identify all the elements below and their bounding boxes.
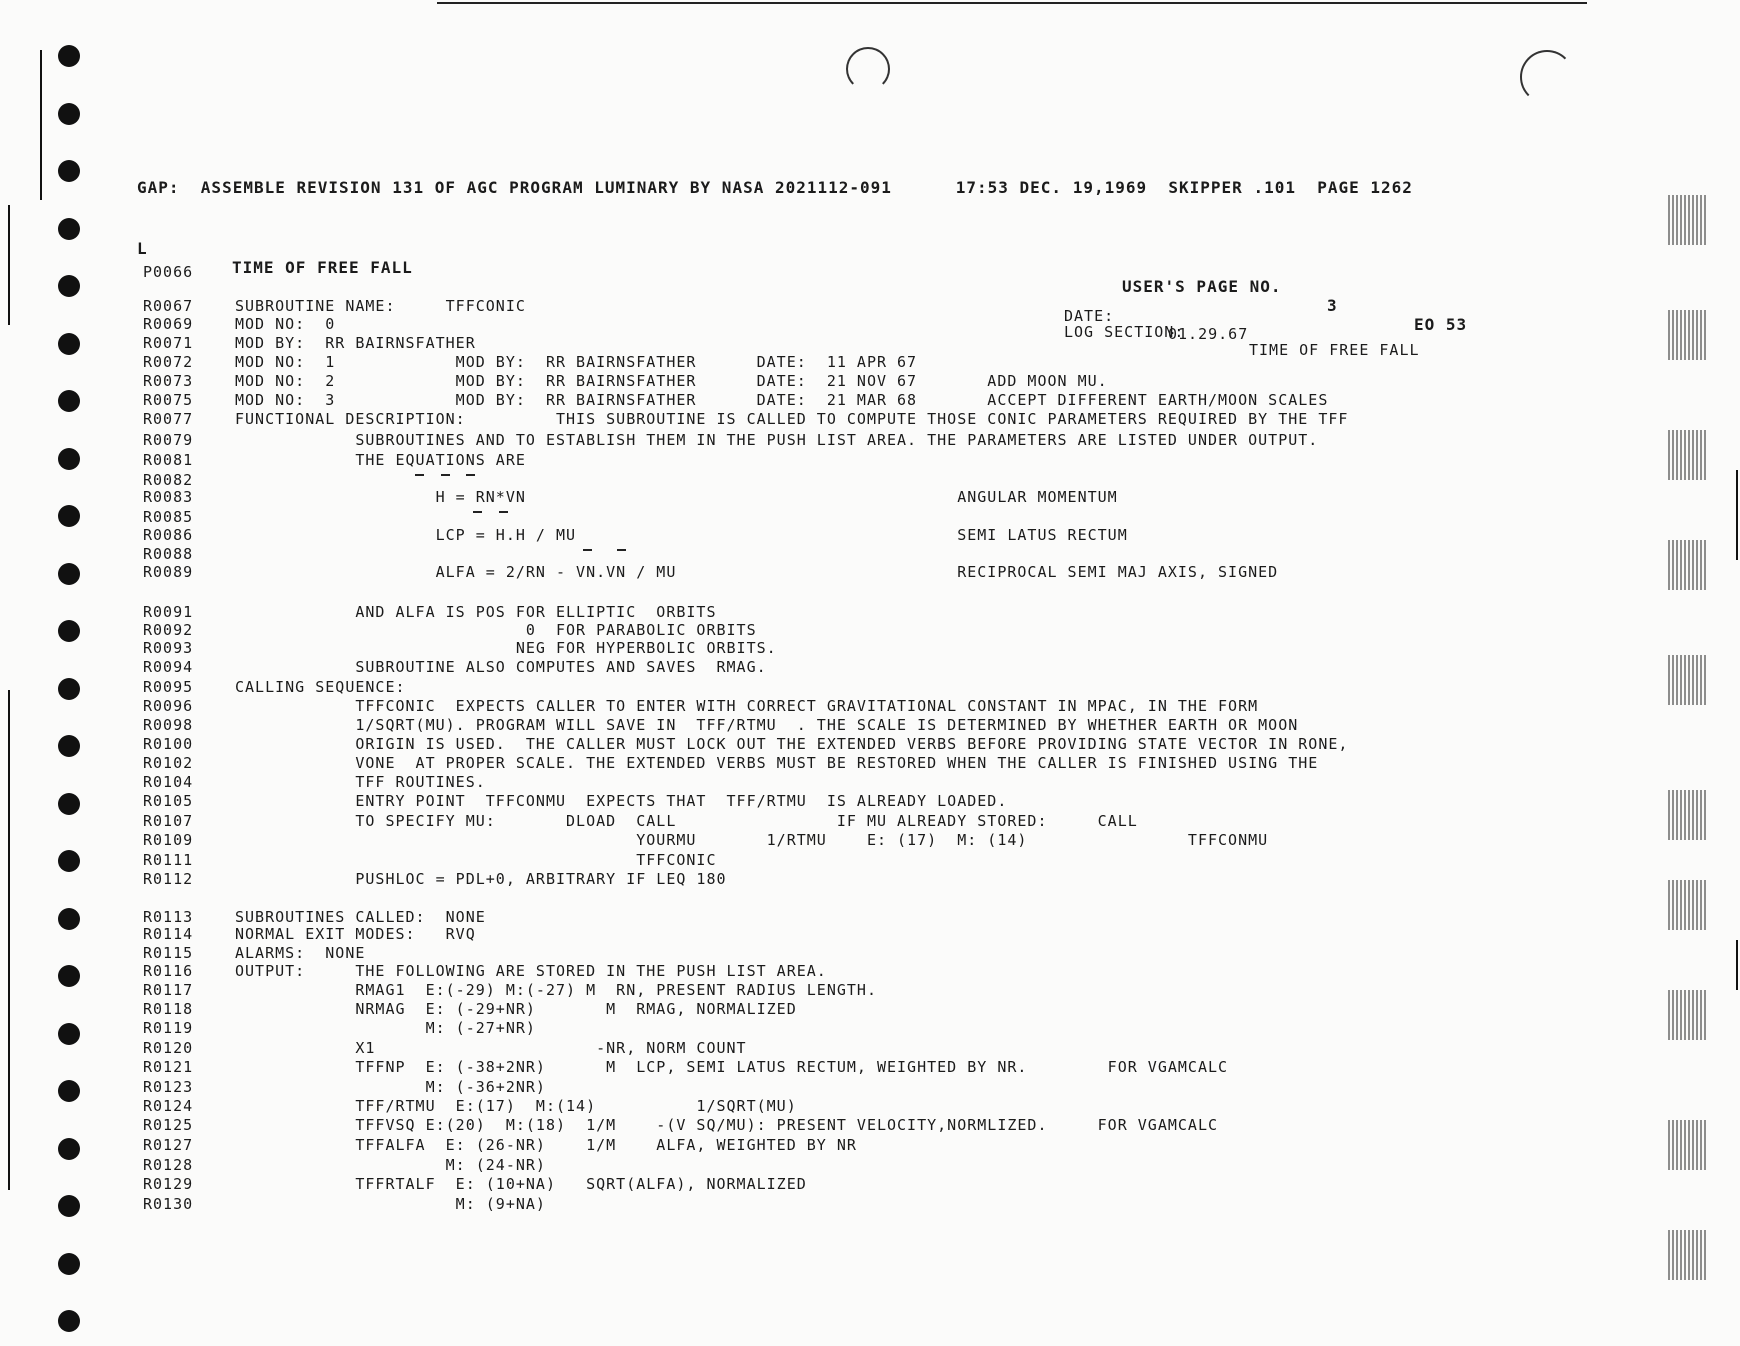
line-content: YOURMU 1/RTMU E: (17) M: (14) TFFCONMU	[235, 831, 1269, 849]
line-number: R0124	[143, 1097, 194, 1115]
line-number: R0130	[143, 1195, 194, 1213]
line-content: NEG FOR HYPERBOLIC ORBITS.	[235, 639, 777, 657]
line-number: R0089	[143, 563, 194, 581]
line-number: R0072	[143, 353, 194, 371]
line-content: TFFCONIC EXPECTS CALLER TO ENTER WITH CORRECT GRAVITATIONAL CONSTANT IN MPAC, IN THE FORM	[235, 697, 1259, 715]
line-number: R0129	[143, 1175, 194, 1193]
line-content: 0 FOR PARABOLIC ORBITS	[235, 621, 757, 639]
tractor-hole	[58, 333, 80, 355]
line-number: R0105	[143, 792, 194, 810]
tractor-hole	[58, 850, 80, 872]
line-number: R0112	[143, 870, 194, 888]
user-page-label: USER'S PAGE NO.	[1122, 277, 1282, 296]
top-rule	[437, 2, 1587, 4]
edge-artifact	[1668, 880, 1708, 930]
edge-artifact	[1668, 540, 1708, 590]
line-content: TFFCONIC	[235, 851, 717, 869]
tractor-hole	[58, 793, 80, 815]
section-title: TIME OF FREE FALL	[232, 258, 413, 277]
line-content: ORIGIN IS USED. THE CALLER MUST LOCK OUT THE EXTENDED VERBS BEFORE PROVIDING STATE VECTOR IN RONE,	[235, 735, 1349, 753]
tractor-hole	[58, 448, 80, 470]
line-content: M: (-27+NR)	[235, 1019, 536, 1037]
tractor-hole	[58, 1138, 80, 1160]
line-number: R0102	[143, 754, 194, 772]
line-number: R0118	[143, 1000, 194, 1018]
line-content: THE EQUATIONS ARE	[235, 451, 526, 469]
line-number: P0066	[143, 263, 194, 281]
tractor-hole	[58, 908, 80, 930]
line-content: MOD BY: RR BAIRNSFATHER	[235, 334, 476, 352]
tractor-hole	[58, 735, 80, 757]
line-content: NORMAL EXIT MODES: RVQ	[235, 925, 476, 943]
edge-artifact	[1668, 990, 1708, 1040]
tractor-hole	[58, 1310, 80, 1332]
tractor-hole	[58, 160, 80, 182]
line-content: OUTPUT: THE FOLLOWING ARE STORED IN THE PUSH LIST AREA.	[235, 962, 827, 980]
tractor-hole	[58, 1023, 80, 1045]
line-number: R0093	[143, 639, 194, 657]
line-number: R0083	[143, 488, 194, 506]
tractor-hole	[58, 1080, 80, 1102]
line-number: R0127	[143, 1136, 194, 1154]
line-content: H = RN*VN ANGULAR MOMENTUM	[235, 488, 1118, 506]
vector-overbar	[466, 474, 475, 476]
line-number: R0077	[143, 410, 194, 428]
line-number: R0123	[143, 1078, 194, 1096]
tractor-hole	[58, 1195, 80, 1217]
line-number: R0095	[143, 678, 194, 696]
log-marker: L	[137, 239, 148, 258]
line-number: R0111	[143, 851, 194, 869]
line-number: R0107	[143, 812, 194, 830]
line-number: R0092	[143, 621, 194, 639]
line-number: R0085	[143, 508, 194, 526]
line-number: R0067	[143, 297, 194, 315]
line-content: SUBROUTINE ALSO COMPUTES AND SAVES RMAG.	[235, 658, 767, 676]
line-number: R0096	[143, 697, 194, 715]
line-number: R0120	[143, 1039, 194, 1057]
line-content: M: (9+NA)	[235, 1195, 546, 1213]
line-content: NRMAG E: (-29+NR) M RMAG, NORMALIZED	[235, 1000, 797, 1018]
line-number: R0081	[143, 451, 194, 469]
date-value: 01.29.67	[1168, 325, 1249, 343]
edge-artifact	[1668, 1120, 1708, 1170]
line-number: R0114	[143, 925, 194, 943]
line-number: R0113	[143, 908, 194, 926]
page-subheader	[137, 220, 1477, 334]
line-content: TO SPECIFY MU: DLOAD CALL IF MU ALREADY STORED: CALL	[235, 812, 1138, 830]
line-number: R0094	[143, 658, 194, 676]
vector-overbar	[499, 511, 508, 513]
line-content: AND ALFA IS POS FOR ELLIPTIC ORBITS	[235, 603, 717, 621]
line-content: RMAG1 E:(-29) M:(-27) M RN, PRESENT RADIUS LENGTH.	[235, 981, 877, 999]
log-section-value: TIME OF FREE FALL	[1249, 341, 1420, 359]
line-content: SUBROUTINES AND TO ESTABLISH THEM IN THE PUSH LIST AREA. THE PARAMETERS ARE LISTED UNDER OUTPUT.	[235, 431, 1319, 449]
punch-arc-mark	[846, 47, 890, 91]
tractor-hole	[58, 275, 80, 297]
line-number: R0128	[143, 1156, 194, 1174]
line-number: R0091	[143, 603, 194, 621]
line-content: LCP = H.H / MU SEMI LATUS RECTUM	[235, 526, 1128, 544]
line-number: R0115	[143, 944, 194, 962]
line-content: CALLING SEQUENCE:	[235, 678, 406, 696]
edge-artifact	[1668, 195, 1708, 245]
line-content: ALARMS: NONE	[235, 944, 366, 962]
line-number: R0116	[143, 962, 194, 980]
edge-artifact	[1668, 655, 1708, 705]
date-label: DATE:	[1064, 307, 1115, 325]
margin-line	[8, 205, 10, 325]
vector-overbar	[441, 474, 450, 476]
line-content: MOD NO: 2 MOD BY: RR BAIRNSFATHER DATE: 21 NOV 67 ADD MOON MU.	[235, 372, 1108, 390]
line-content: TFF ROUTINES.	[235, 773, 486, 791]
line-number: R0073	[143, 372, 194, 390]
line-content: X1 -NR, NORM COUNT	[235, 1039, 747, 1057]
edge-artifact	[1668, 790, 1708, 840]
line-content: ENTRY POINT TFFCONMU EXPECTS THAT TFF/RTMU IS ALREADY LOADED.	[235, 792, 1008, 810]
tractor-hole	[58, 505, 80, 527]
line-content: ALFA = 2/RN - VN.VN / MU RECIPROCAL SEMI MAJ AXIS, SIGNED	[235, 563, 1279, 581]
line-content: PUSHLOC = PDL+0, ARBITRARY IF LEQ 180	[235, 870, 727, 888]
line-content: M: (24-NR)	[235, 1156, 546, 1174]
edge-artifact	[1668, 430, 1708, 480]
tractor-hole	[58, 45, 80, 67]
line-content: TFFALFA E: (26-NR) 1/M ALFA, WEIGHTED BY NR	[235, 1136, 857, 1154]
line-number: R0121	[143, 1058, 194, 1076]
tractor-hole	[58, 965, 80, 987]
line-content: FUNCTIONAL DESCRIPTION: THIS SUBROUTINE IS CALLED TO COMPUTE THOSE CONIC PARAMETERS REQUIRED BY THE TFF	[235, 410, 1349, 428]
user-page-number: 3	[1327, 296, 1338, 315]
line-content: TFFNP E: (-38+2NR) M LCP, SEMI LATUS RECTUM, WEIGHTED BY NR. FOR VGAMCALC	[235, 1058, 1229, 1076]
tractor-hole	[58, 620, 80, 642]
line-number: R0069	[143, 315, 194, 333]
line-content: MOD NO: 3 MOD BY: RR BAIRNSFATHER DATE: 21 MAR 68 ACCEPT DIFFERENT EARTH/MOON SCALES	[235, 391, 1329, 409]
tractor-hole	[58, 103, 80, 125]
line-number: R0075	[143, 391, 194, 409]
margin-line	[8, 690, 10, 1190]
margin-line	[1736, 940, 1738, 990]
tractor-hole	[58, 678, 80, 700]
line-number: R0104	[143, 773, 194, 791]
line-content: TFF/RTMU E:(17) M:(14) 1/SQRT(MU)	[235, 1097, 797, 1115]
edge-artifact	[1668, 310, 1708, 360]
assembly-header: GAP: ASSEMBLE REVISION 131 OF AGC PROGRAM LUMINARY BY NASA 2021112-091 17:53 DEC. 19,1969 SKIPPER .101 PAGE 1262	[137, 178, 1413, 197]
line-number: R0088	[143, 545, 194, 563]
line-content: TFFVSQ E:(20) M:(18) 1/M -(V SQ/MU): PRESENT VELOCITY,NORMLIZED. FOR VGAMCALC	[235, 1116, 1219, 1134]
line-content: 1/SQRT(MU). PROGRAM WILL SAVE IN TFF/RTMU . THE SCALE IS DETERMINED BY WHETHER EARTH OR MOON	[235, 716, 1299, 734]
vector-overbar	[415, 474, 424, 476]
line-content: MOD NO: 1 MOD BY: RR BAIRNSFATHER DATE: 11 APR 67	[235, 353, 918, 371]
line-number: R0079	[143, 431, 194, 449]
line-number: R0117	[143, 981, 194, 999]
eo-code: EO 53	[1414, 315, 1468, 334]
line-number: R0119	[143, 1019, 194, 1037]
tractor-hole	[58, 390, 80, 412]
line-number: R0082	[143, 471, 194, 489]
log-section-label: LOG SECTION:	[1064, 323, 1185, 341]
line-number: R0109	[143, 831, 194, 849]
line-content: SUBROUTINES CALLED: NONE	[235, 908, 486, 926]
line-content: MOD NO: 0	[235, 315, 336, 333]
line-number: R0098	[143, 716, 194, 734]
line-number: R0125	[143, 1116, 194, 1134]
tractor-hole	[58, 563, 80, 585]
tractor-hole	[58, 218, 80, 240]
line-number: R0100	[143, 735, 194, 753]
margin-line	[40, 50, 42, 200]
vector-overbar	[583, 549, 592, 551]
line-content: VONE AT PROPER SCALE. THE EXTENDED VERBS MUST BE RESTORED WHEN THE CALLER IS FINISHED USING THE	[235, 754, 1319, 772]
edge-artifact	[1668, 1230, 1708, 1280]
line-content: SUBROUTINE NAME: TFFCONIC	[235, 297, 526, 315]
line-content: TFFRTALF E: (10+NA) SQRT(ALFA), NORMALIZED	[235, 1175, 807, 1193]
line-number: R0071	[143, 334, 194, 352]
vector-overbar	[473, 511, 482, 513]
vector-overbar	[617, 549, 626, 551]
margin-line	[1736, 470, 1738, 560]
punch-arc-mark	[1520, 50, 1574, 104]
tractor-hole	[58, 1253, 80, 1275]
line-content: M: (-36+2NR)	[235, 1078, 546, 1096]
line-number: R0086	[143, 526, 194, 544]
